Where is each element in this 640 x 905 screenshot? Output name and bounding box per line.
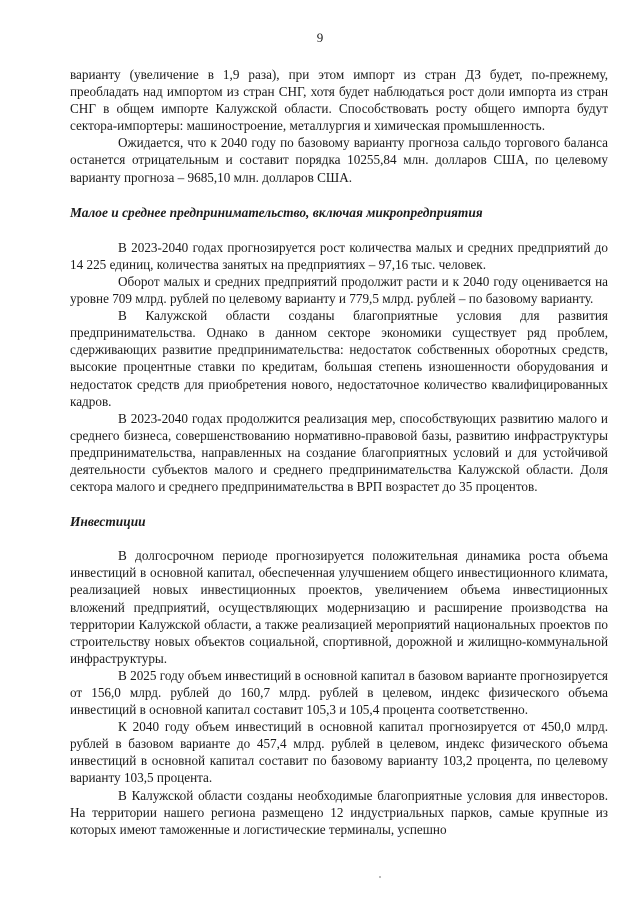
section-heading-investment: Инвестиции <box>70 514 146 530</box>
page-number: 9 <box>316 30 324 45</box>
intro-paragraph-1: варианту (увеличение в 1,9 раза), при этом импорт из стран ДЗ будет, по-прежнему, преобладать над импортом из стран СНГ, хотя будет наблюдаться рост доли импорта из стран СНГ в общем импорте Калужской области. Способствовать росту общего импорта будут сектора-импортеры: машиностроение, металлургия и химическая промышленность. <box>70 67 608 134</box>
sme-paragraph-4: В 2023-2040 годах продолжится реализация мер, способствующих развитию малого и среднего бизнеса, совершенствованию нормативно-правовой базы, развитию инфраструктуры предпринимательства, направленных на создание благоприятных условий и для устойчивой деятельности субъектов малого и среднего предпринимательства Калужской области. Доля сектора малого и среднего предпринимательства в ВРП возрастет до 35 процентов. <box>70 410 608 495</box>
intro-paragraph-2: Ожидается, что к 2040 году по базовому варианту прогноза сальдо торгового баланса останется отрицательным и составит порядка 10255,84 млн. долларов США, по целевому варианту прогноза – 9685,10 млн. долларов США. <box>70 135 608 185</box>
investment-paragraph-2: В 2025 году объем инвестиций в основной капитал в базовом варианте прогнозируется от 156,0 млрд. рублей до 160,7 млрд. рублей в целевом, индекс физического объема инвестиций в основной капитал составит 105,3 и 105,4 процента соответственно. <box>70 667 608 718</box>
scan-speck <box>379 876 381 878</box>
investment-paragraph-3: К 2040 году объем инвестиций в основной капитал прогнозируется от 450,0 млрд. рублей в базовом варианте до 457,4 млрд. рублей в целевом, индекс физического объема инвестиций в основной капитал составит по базовому варианту 103,2 процента, по целевому варианту 103,5 процента. <box>70 719 608 786</box>
sme-paragraph-2: Оборот малых и средних предприятий продолжит расти и к 2040 году оценивается на уровне 709 млрд. рублей по целевому варианту и 779,5 млрд. рублей – по базовому варианту. <box>70 273 608 307</box>
sme-paragraph-1: В 2023-2040 годах прогнозируется рост количества малых и средних предприятий до 14 225 единиц, количества занятых на предприятиях – 97,16 тыс. человек. <box>70 239 608 272</box>
investment-paragraph-1: В долгосрочном периоде прогнозируется положительная динамика роста объема инвестиций в основной капитал, обеспеченная улучшением общего инвестиционного климата, реализацией новых инвестиционных проектов, увеличением объема инвестиционных вложений предприятий, осуществляющих модернизацию и расширение производства на территории Калужской области, а также реализацией мероприятий национальных проектов по строительству новых объектов социальной, спортивной, дорожной и жилищно-коммунальной инфраструктуры. <box>70 548 608 666</box>
investment-paragraph-4: В Калужской области созданы необходимые благоприятные условия для инвесторов. На территории нашего региона размещено 12 индустриальных парков, самые крупные из которых имеют таможенные и логистические терминалы, успешно <box>70 787 608 837</box>
section-heading-sme: Малое и среднее предпринимательство, включая микропредприятия <box>70 204 483 220</box>
sme-paragraph-3: В Калужской области созданы благоприятные условия для развития предпринимательства. Однако в данном секторе экономики существует ряд проблем, сдерживающих развитие предпринимательства: недостаток собственных оборотных средств, высокие процентные ставки по кредитам, большая степень изношенности оборудования и недостаток средств для приобретения нового, недостаточное количество квалифицированных кадров. <box>70 308 608 409</box>
page-content <box>70 66 608 838</box>
